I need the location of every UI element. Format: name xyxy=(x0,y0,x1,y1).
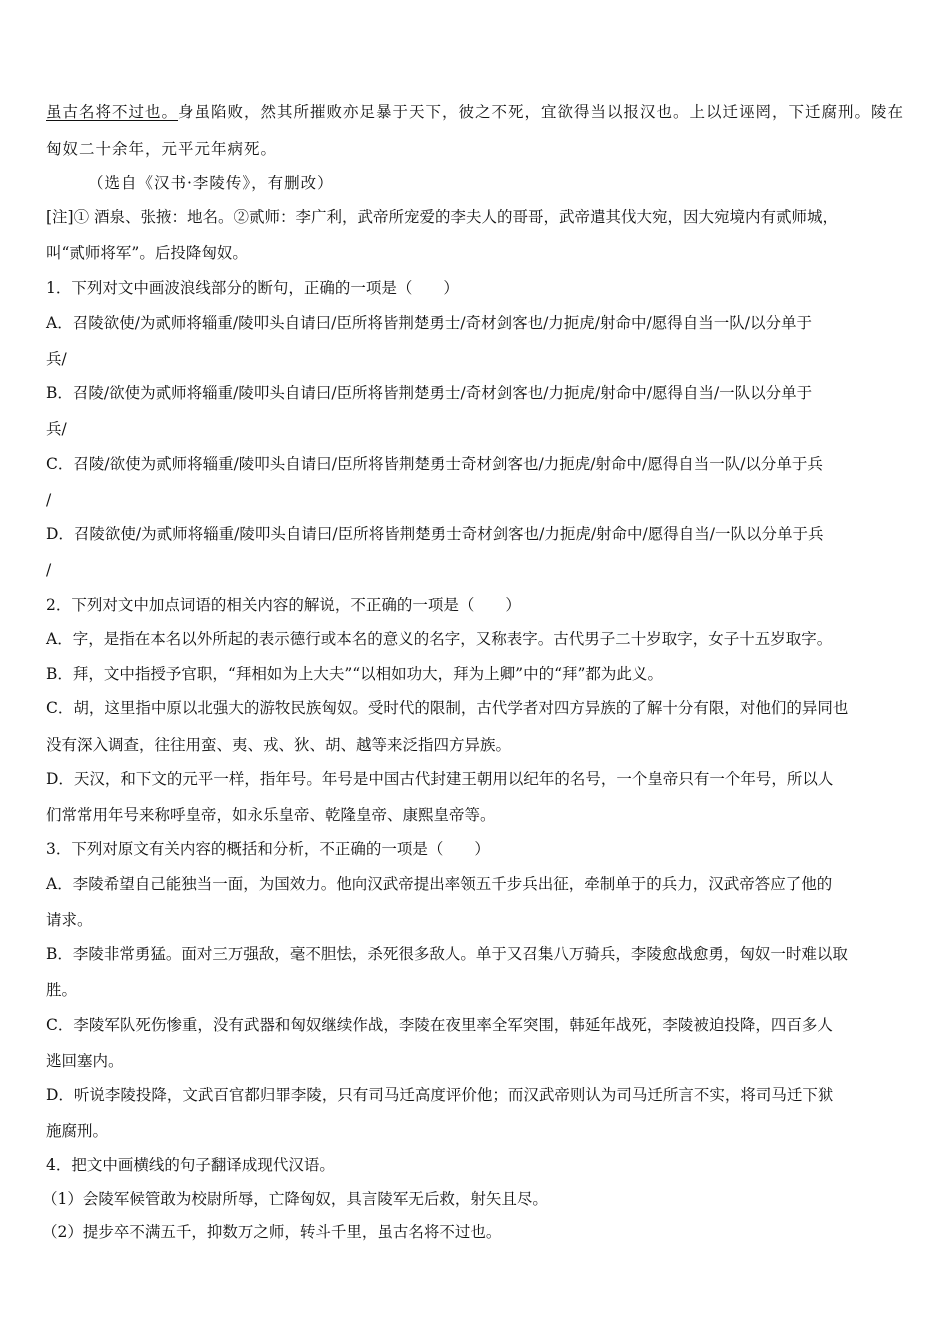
q1-option-d-cont: / xyxy=(46,561,52,579)
q1-option-c-cont: / xyxy=(46,491,52,509)
question-3-stem: 3．下列对原文有关内容的概括和分析，不正确的一项是（ ） xyxy=(46,840,490,858)
q3-option-d-cont: 施腐刑。 xyxy=(46,1122,109,1140)
q1-option-b: B．召陵/欲使为贰师将辎重/陵叩头自请曰/臣所将皆荆楚勇士/奇材剑客也/力扼虎/射命中/愿得自当/一队以分单于 xyxy=(46,384,813,402)
question-1-stem: 1．下列对文中画波浪线部分的断句，正确的一项是（ ） xyxy=(46,279,459,297)
question-4-stem: 4．把文中画横线的句子翻译成现代汉语。 xyxy=(46,1156,335,1174)
q2-option-a: A．字，是指在本名以外所起的表示德行或本名的意义的名字，又称表字。古代男子二十岁取字，女子十五岁取字。 xyxy=(46,630,833,648)
q2-option-c-cont: 没有深入调查，往往用蛮、夷、戎、狄、胡、越等来泛指四方异族。 xyxy=(46,736,512,754)
passage-line-1 xyxy=(46,101,908,123)
q1-option-b-cont: 兵/ xyxy=(46,420,67,438)
passage-line-2: 匈奴二十余年，元平元年病死。 xyxy=(46,140,278,158)
passage-source: （选自《汉书·李陵传》，有删改） xyxy=(88,174,334,192)
note-line-1: [注]① 酒泉、张掖：地名。②贰师：李广利，武帝所宠爱的李夫人的哥哥，武帝遣其伐大宛，因大宛境内有贰师城， xyxy=(46,208,839,226)
q2-option-d-cont: 们常常用年号来称呼皇帝，如永乐皇帝、乾隆皇帝、康熙皇帝等。 xyxy=(46,806,496,824)
underlined-sentence: 虽古名将不过也。 xyxy=(46,103,179,121)
q2-option-c: C．胡，这里指中原以北强大的游牧民族匈奴。受时代的限制，古代学者对四方异族的了解十分有限，对他们的异同也 xyxy=(46,699,849,717)
q3-option-a: A．李陵希望自己能独当一面，为国效力。他向汉武帝提出率领五千步兵出征，牵制单于的兵力，汉武帝答应了他的 xyxy=(46,875,833,893)
question-2-stem: 2．下列对文中加点词语的相关内容的解说，不正确的一项是（ ） xyxy=(46,596,521,614)
q2-option-b: B．拜，文中指授予官职，“拜相如为上大夫”“以相如功大，拜为上卿”中的“拜”都为此义。 xyxy=(46,665,663,683)
q3-option-a-cont: 请求。 xyxy=(46,911,93,929)
passage-text: 身虽陷败，然其所摧败亦足暴于天下，彼之不死，宜欲得当以报汉也。上以迁诬罔，下迁腐刑。陵在 xyxy=(178,103,905,121)
q4-sentence-2: （2）提步卒不满五千，抑数万之师，转斗千里，虽古名将不过也。 xyxy=(42,1223,502,1241)
q1-option-a-cont: 兵/ xyxy=(46,350,67,368)
q4-sentence-1: （1）会陵军候管敢为校尉所辱，亡降匈奴，具言陵军无后救，射矢且尽。 xyxy=(42,1190,548,1208)
q3-option-c: C．李陵军队死伤惨重，没有武器和匈奴继续作战，李陵在夜里率全军突围，韩延年战死，李陵被迫投降，四百多人 xyxy=(46,1016,833,1034)
q3-option-b: B．李陵非常勇猛。面对三万强敌，毫不胆怯，杀死很多敌人。单于又召集八万骑兵，李陵愈战愈勇，匈奴一时难以取 xyxy=(46,945,848,963)
q1-option-a: A．召陵欲使/为贰师将辎重/陵叩头自请曰/臣所将皆荆楚勇士/奇材剑客也/力扼虎/射命中/愿得自当一队/以分单于 xyxy=(46,314,812,332)
q3-option-c-cont: 逃回塞内。 xyxy=(46,1052,124,1070)
q2-option-d: D．天汉，和下文的元平一样，指年号。年号是中国古代封建王朝用以纪年的名号，一个皇帝只有一个年号，所以人 xyxy=(46,770,834,788)
q3-option-b-cont: 胜。 xyxy=(46,981,78,999)
q1-option-c: C．召陵/欲使为贰师将辎重/陵叩头自请曰/臣所将皆荆楚勇士奇材剑客也/力扼虎/射命中/愿得自当一队/以分单于兵 xyxy=(46,455,823,473)
note-line-2: 叫“贰师将军”。后投降匈奴。 xyxy=(46,244,248,262)
q3-option-d: D．听说李陵投降，文武百官都归罪李陵，只有司马迁高度评价他；而汉武帝则认为司马迁所言不实，将司马迁下狱 xyxy=(46,1086,834,1104)
q1-option-d: D．召陵欲使/为贰师将辎重/陵叩头自请曰/臣所将皆荆楚勇士奇材剑客也/力扼虎/射命中/愿得自当/一队以分单于兵 xyxy=(46,525,824,543)
